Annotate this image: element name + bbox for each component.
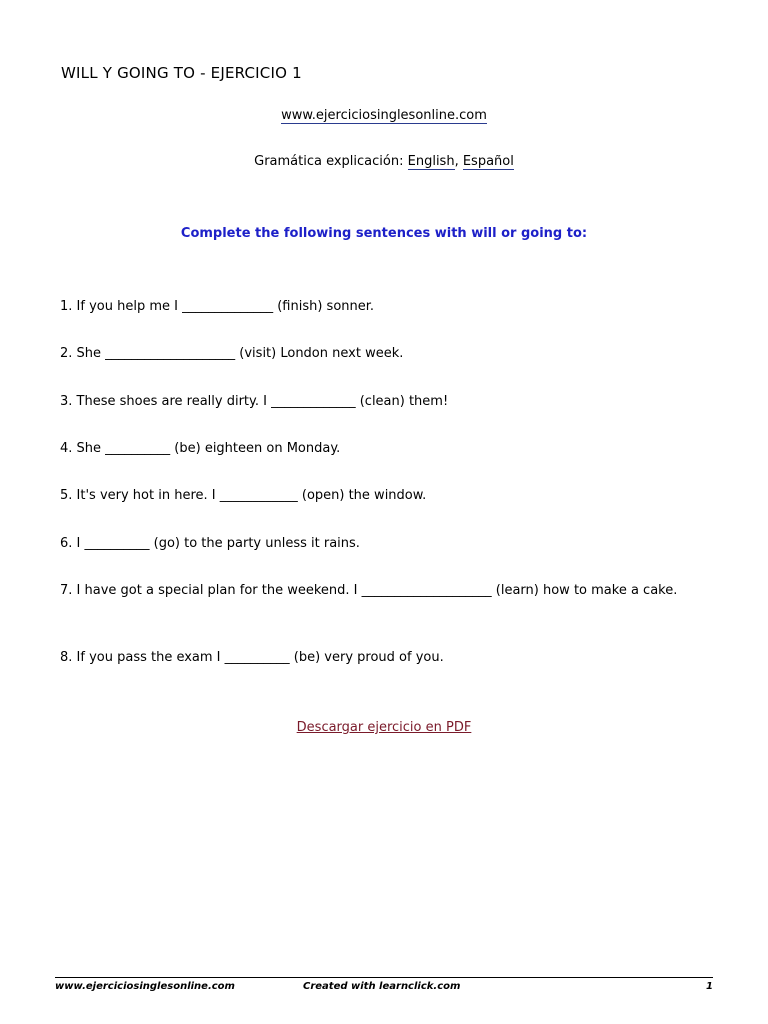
footer-created-with: Created with learnclick.com bbox=[303, 981, 461, 992]
grammar-separator: , bbox=[454, 154, 463, 169]
question-5: 5. It's very hot in here. I ____________ (open) the window. bbox=[60, 488, 427, 503]
page-footer bbox=[55, 977, 713, 992]
question-3: 3. These shoes are really dirty. I _____________ (clean) them! bbox=[60, 394, 449, 409]
question-2: 2. She ____________________ (visit) London next week. bbox=[60, 346, 404, 361]
site-url-link[interactable]: www.ejerciciosinglesonline.com bbox=[281, 108, 487, 123]
footer-site-url: www.ejerciciosinglesonline.com bbox=[55, 981, 235, 992]
footer-page-number: 1 bbox=[706, 981, 713, 992]
spanish-link[interactable]: Español bbox=[462, 154, 514, 169]
grammar-prefix: Gramática explicación: bbox=[254, 154, 408, 169]
english-link[interactable]: English bbox=[407, 154, 455, 169]
question-4: 4. She __________ (be) eighteen on Monday. bbox=[60, 441, 341, 456]
download-pdf-link[interactable]: Descargar ejercicio en PDF bbox=[296, 720, 472, 735]
question-7: 7. I have got a special plan for the weekend. I ____________________ (learn) how to make a cake. bbox=[60, 583, 678, 598]
grammar-line bbox=[0, 154, 768, 169]
site-url bbox=[0, 108, 768, 123]
page-title: WILL Y GOING TO - EJERCICIO 1 bbox=[61, 64, 302, 82]
download-section bbox=[0, 720, 768, 735]
question-1: 1. If you help me I ______________ (finish) sonner. bbox=[60, 299, 375, 314]
question-8: 8. If you pass the exam I __________ (be) very proud of you. bbox=[60, 650, 444, 665]
instruction-text: Complete the following sentences with will or going to: bbox=[180, 226, 588, 241]
question-6: 6. I __________ (go) to the party unless it rains. bbox=[60, 536, 360, 551]
